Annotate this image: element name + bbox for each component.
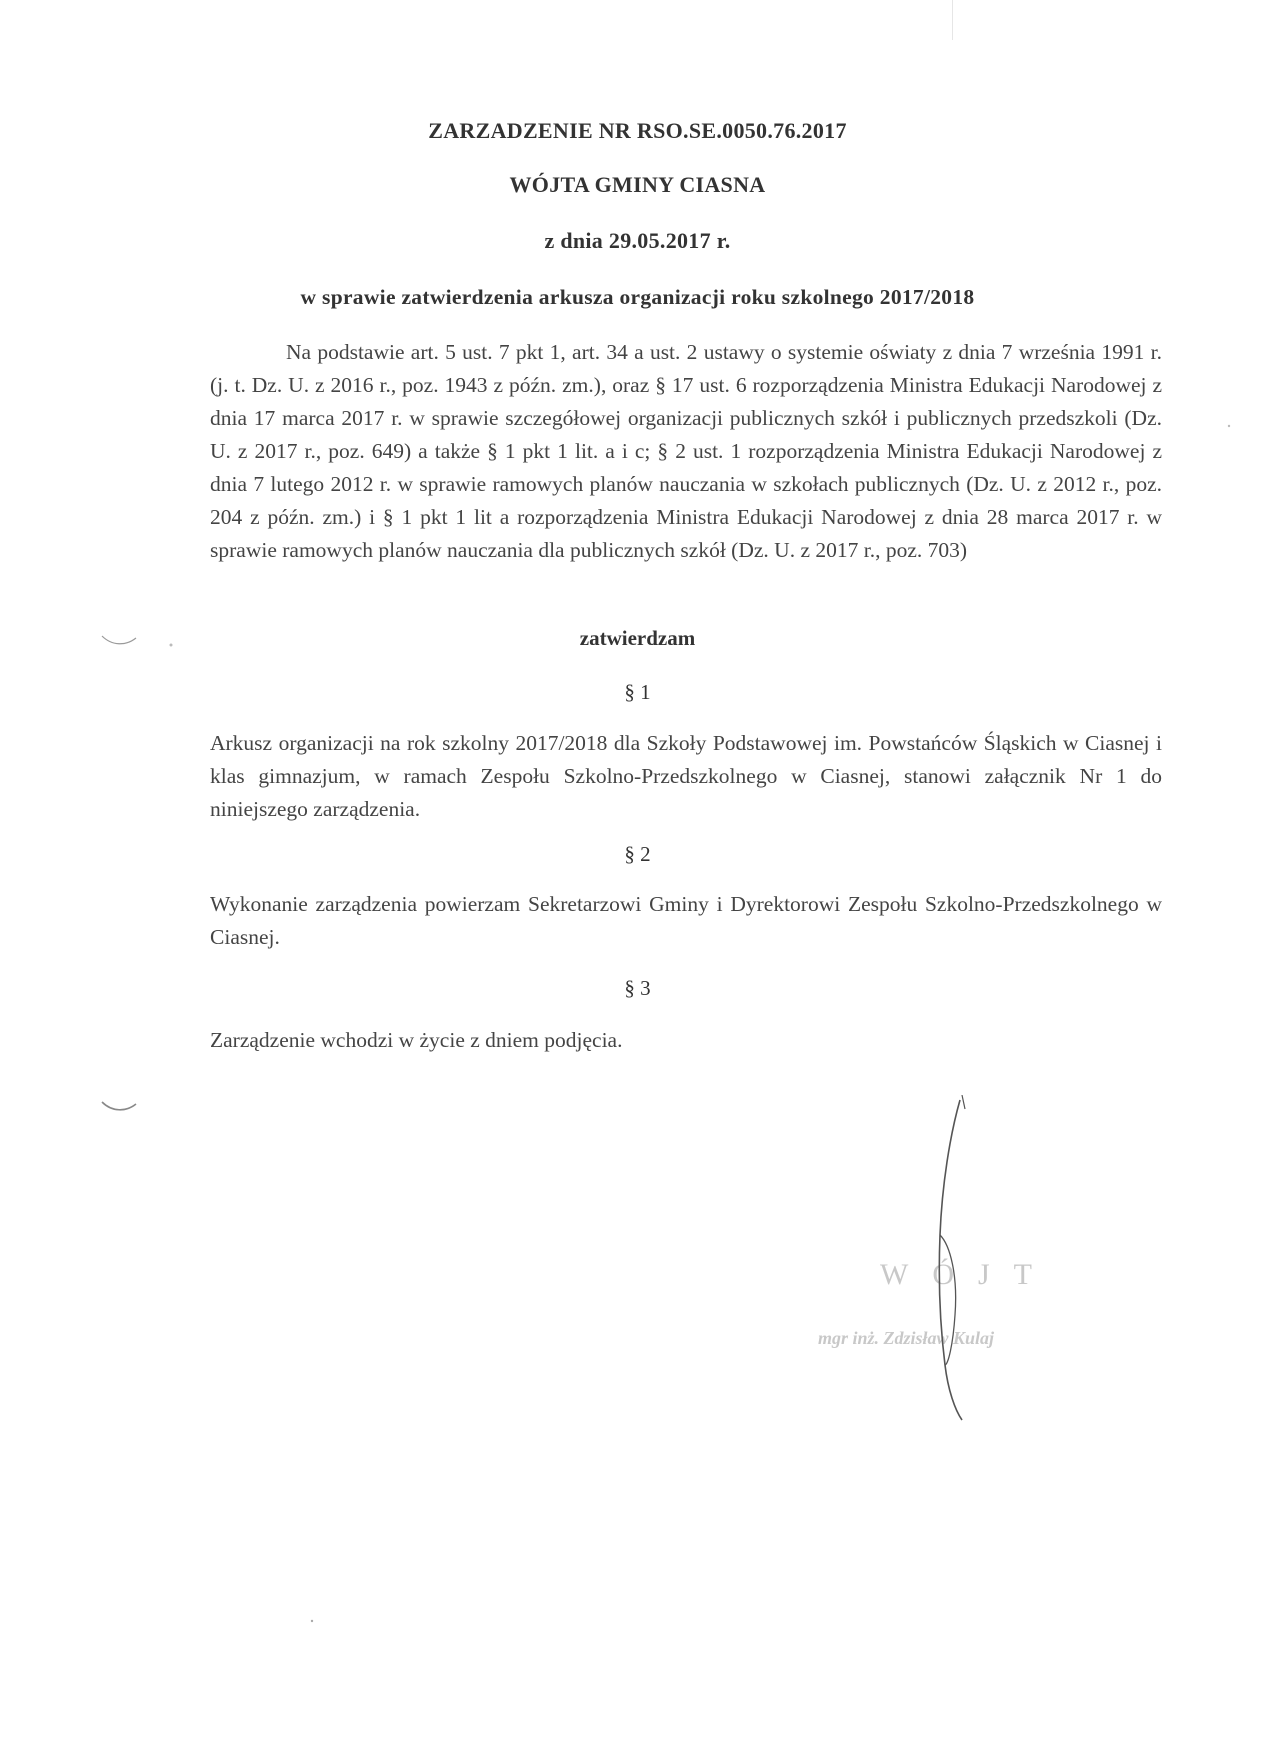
document-subject: w sprawie zatwierdzenia arkusza organizacji roku szkolnego 2017/2018	[300, 285, 975, 309]
stamp-title: WÓJT	[880, 1258, 1056, 1291]
section-2-text: Wykonanie zarządzenia powierzam Sekretarzowi Gminy i Dyrektorowi Zespołu Szkolno-Przedszkolnego w Ciasnej.	[210, 892, 1162, 949]
document-title: ZARZADZENIE NR RSO.SE.0050.76.2017	[428, 118, 847, 143]
stamp-name: mgr inż. Zdzisław Kulaj	[818, 1328, 995, 1348]
section-2-mark: § 2	[624, 842, 651, 866]
speck	[1225, 422, 1233, 430]
preamble-paragraph: Na podstawie art. 5 ust. 7 pkt 1, art. 34 a ust. 2 ustawy o systemie oświaty z dnia 7 września 1991 r. (j. t. Dz. U. z 2016 r., poz. 1943 z późn. zm.), oraz § 17 ust. 6 rozporządzenia Ministra Edukacji Narodowej z dnia 17 marca 2017 r. w sprawie szczegółowej organizacji publicznych szkół i publicznych przedszkoli (Dz. U. z 2017 r., poz. 649) a także § 1 pkt 1 lit. a i c; § 2 ust. 1 rozporządzenia Ministra Edukacji Narodowej z dnia 7 lutego 2012 r. w sprawie ramowych planów nauczania w szkołach publicznych (Dz. U. z 2012 r., poz. 204 z późn. zm.) i § 1 pkt 1 lit a rozporządzenia Ministra Edukacji Narodowej z dnia 28 marca 2017 r. w sprawie ramowych planów nauczania dla publicznych szkół (Dz. U. z 2017 r., poz. 703)	[210, 340, 1162, 562]
section-1-mark: § 1	[624, 680, 651, 704]
document-date: z dnia 29.05.2017 r.	[544, 228, 731, 253]
speck	[165, 640, 177, 650]
section-1-text: Arkusz organizacji na rok szkolny 2017/2018 dla Szkoły Podstawowej im. Powstańców Śląskich w Ciasnej i klas gimnazjum, w ramach Zespołu Szkolno-Przedszkolnego w Ciasnej, stanowi załącznik Nr 1 do niniejszego zarządzenia.	[210, 731, 1162, 821]
section-3-mark: § 3	[624, 976, 651, 1000]
section-3-text: Zarządzenie wchodzi w życie z dniem podjęcia.	[210, 1028, 623, 1052]
margin-mark	[100, 632, 140, 650]
handwritten-signature	[900, 1095, 990, 1425]
decision-word: zatwierdzam	[579, 626, 696, 650]
margin-mark	[100, 1098, 140, 1116]
speck	[308, 1617, 316, 1625]
issuer-title: WÓJTA GMINY CIASNA	[509, 172, 766, 197]
scan-artifact-line	[952, 0, 953, 40]
